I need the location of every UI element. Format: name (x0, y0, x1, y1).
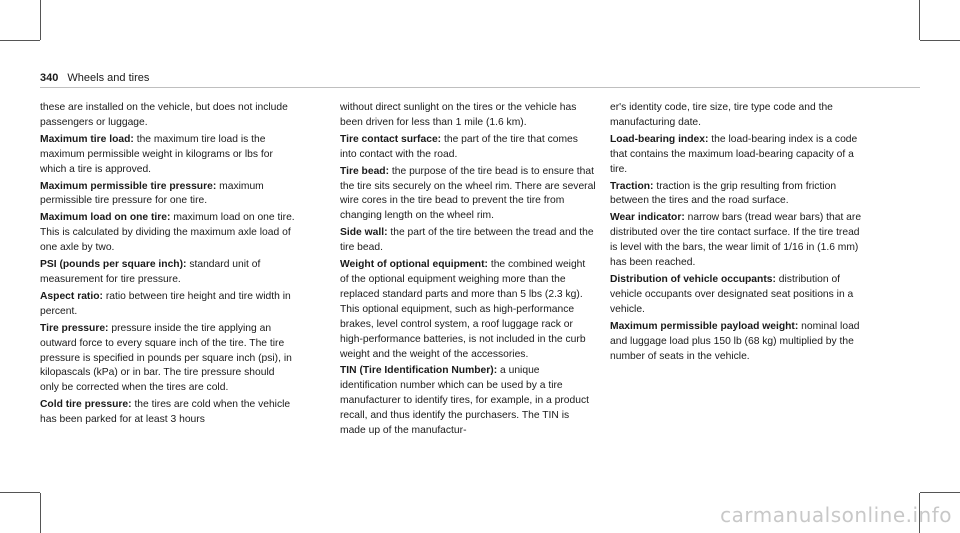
definition-paragraph (40, 211, 296, 256)
definition-term: Cold tire pressure: (40, 399, 132, 411)
definition-text: these are installed on the vehicle, but does not include passengers or luggage. (40, 102, 288, 128)
crop-mark (0, 492, 40, 493)
definition-paragraph (40, 290, 296, 320)
definition-term: Weight of optional equipment: (340, 259, 488, 271)
definition-term: Aspect ratio: (40, 290, 103, 302)
definition-paragraph (610, 273, 866, 318)
definition-text: ratio between tire height and tire width in percent. (40, 290, 291, 317)
page-number: 340 (40, 72, 59, 84)
definition-term: Maximum tire load: (40, 133, 134, 145)
definition-term: Maximum permissible tire pressure: (40, 180, 217, 192)
definition-paragraph (40, 180, 296, 210)
section-title: Wheels and tires (67, 72, 150, 84)
definition-paragraph (340, 133, 596, 163)
page-header (40, 72, 149, 84)
definition-term: Maximum permissible payload weight: (610, 320, 799, 332)
definition-paragraph (40, 133, 296, 178)
definition-text: a unique identification number which can be used by a tire manufacturer to identify tires, for example, in a product recall, and thus identify the purchasers. The TIN is made up of the manufactur- (340, 365, 589, 437)
definition-term: Distribution of vehicle occupants: (610, 273, 776, 285)
text-column-3 (610, 101, 866, 366)
definition-term: Tire contact surface: (340, 133, 442, 145)
definition-text: pressure inside the tire applying an outward force to every square inch of the tire. The tire pressure is specified in pounds per square inch (psi), in kilopascals (kPa) or in bar. The tire pressure should only be corrected when the tires are cold. (40, 322, 292, 394)
definition-text: the load-bearing index is a code that contains the maximum load-bearing capacity of a tire. (610, 133, 858, 175)
crop-mark (919, 0, 920, 40)
definition-paragraph (610, 101, 866, 131)
definition-text: narrow bars (tread wear bars) that are distributed over the tire contact surface. If the tire tread is level with the bars, the wear limit of 1/16 in (1.6 mm) has been reached. (610, 212, 862, 269)
definition-term: Load-bearing index: (610, 133, 709, 145)
definition-text: without direct sunlight on the tires or the vehicle has been driven for less than 1 mile (1.6 km). (340, 102, 577, 128)
definition-paragraph (610, 211, 866, 271)
text-column-2 (340, 101, 596, 441)
definition-paragraph (40, 322, 296, 397)
definition-paragraph (40, 258, 296, 288)
definition-paragraph (340, 101, 596, 131)
definition-text: standard unit of measurement for tire pressure. (40, 259, 261, 285)
definition-text: the purpose of the tire bead is to ensure that the tire sits securely on the wheel rim. There are several wire cores in the tire bead to prevent the tire from changing length on the wheel rim. (340, 165, 596, 222)
definition-term: PSI (pounds per square inch): (40, 259, 187, 271)
definition-paragraph (340, 364, 596, 439)
definition-text: the part of the tire between the tread and the tire bead. (340, 227, 594, 254)
definition-paragraph (610, 133, 866, 178)
definition-paragraph (340, 226, 596, 256)
definition-paragraph (40, 398, 296, 428)
crop-mark (920, 40, 960, 41)
definition-term: Maximum load on one tire: (40, 212, 171, 224)
definition-text: maximum load on one tire. This is calculated by dividing the maximum axle load of one axle by two. (40, 212, 295, 254)
definition-term: Traction: (610, 180, 654, 192)
text-column-1 (40, 101, 296, 430)
definition-term: TIN (Tire Identification Number): (340, 365, 498, 377)
definition-text: the tires are cold when the vehicle has been parked for at least 3 hours (40, 399, 291, 426)
crop-mark (40, 0, 41, 40)
definition-term: Tire pressure: (40, 322, 109, 334)
crop-mark (0, 40, 40, 41)
definition-text: nominal load and luggage load plus 150 lb (68 kg) multiplied by the number of seats in the vehicle. (610, 320, 860, 362)
definition-paragraph (340, 165, 596, 225)
definition-text: traction is the grip resulting from friction between the tires and the road surface. (610, 180, 837, 207)
definition-term: Side wall: (340, 227, 388, 239)
watermark: carmanualsonline.info (720, 503, 952, 527)
definition-term: Tire bead: (340, 165, 390, 177)
definition-paragraph (340, 258, 596, 362)
definition-text: distribution of vehicle occupants over designated seat positions in a vehicle. (610, 273, 854, 315)
definition-text: the combined weight of the optional equipment weighing more than the replaced standard parts and more than 5 lbs (2.3 kg). This optional equipment, such as high-performance brakes, level control system, a roof luggage rack or high-performance batteries, is not included in the curb weight and the weight of the accessories. (340, 259, 586, 360)
definition-paragraph (610, 180, 866, 210)
definition-text: er's identity code, tire size, tire type code and the manufacturing date. (610, 102, 833, 128)
definition-text: maximum permissible tire pressure for one tire. (40, 180, 264, 207)
crop-mark (920, 492, 960, 493)
definition-text: the maximum tire load is the maximum permissible weight in kilograms or lbs for which a tire is approved. (40, 133, 273, 175)
definition-term: Wear indicator: (610, 212, 685, 224)
header-rule (40, 87, 920, 88)
definition-text: the part of the tire that comes into contact with the road. (340, 133, 578, 160)
definition-paragraph (40, 101, 296, 131)
definition-paragraph (610, 320, 866, 365)
crop-mark (40, 493, 41, 533)
